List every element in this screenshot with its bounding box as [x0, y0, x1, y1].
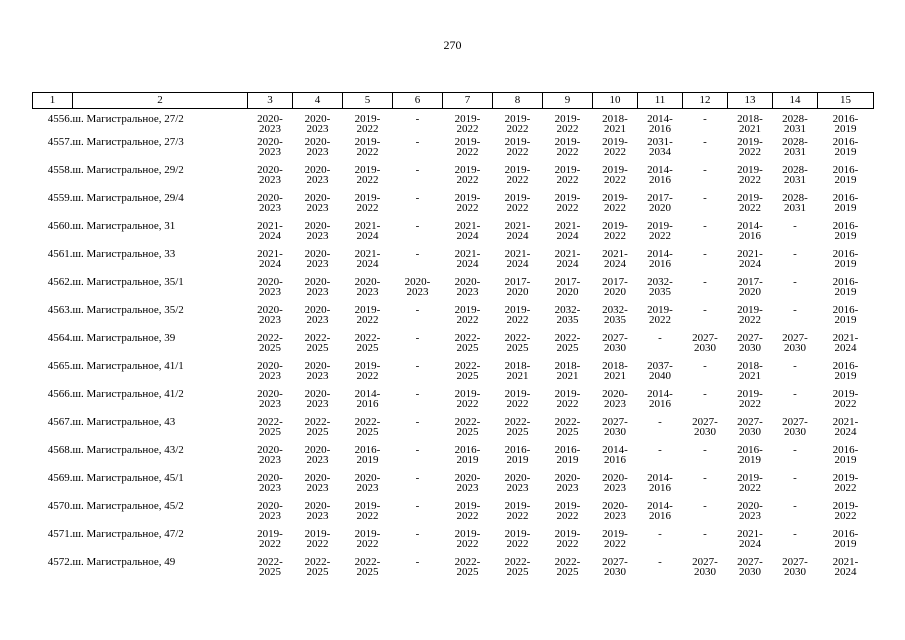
column-header-8: 8	[493, 93, 543, 109]
table-row	[33, 501, 874, 529]
period-cell: 2027- 2030	[737, 415, 763, 438]
table-row	[33, 305, 874, 333]
period-cell: 2014- 2016	[602, 443, 628, 466]
period-cell: 2020- 2023	[404, 275, 431, 298]
period-cell: -	[415, 499, 420, 512]
period-cell: 2022- 2025	[454, 415, 481, 438]
period-cell: 2022- 2025	[454, 555, 481, 578]
period-cell: 2019- 2022	[737, 163, 763, 186]
address-cell: ш. Магистральное, 31	[72, 219, 176, 232]
period-cell: 2014- 2016	[647, 163, 673, 186]
period-cell: 2019- 2022	[504, 303, 531, 326]
period-cell: -	[793, 219, 797, 232]
period-cell: 2016- 2019	[832, 275, 859, 298]
period-cell: 2019- 2022	[504, 499, 531, 522]
address-cell: ш. Магистральное, 39	[72, 331, 176, 344]
period-cell: 2016- 2019	[504, 443, 531, 466]
period-cell: -	[415, 303, 420, 316]
period-cell: 2020- 2023	[454, 275, 481, 298]
address-cell: ш. Магистральное, 27/2	[72, 113, 184, 125]
period-cell: 2020- 2023	[257, 163, 283, 186]
period-cell: 2019- 2022	[354, 499, 381, 522]
period-cell: 2016- 2019	[832, 163, 859, 186]
table-row	[33, 529, 874, 557]
period-cell: 2019- 2022	[454, 163, 481, 186]
table-row	[33, 277, 874, 305]
address-cell: ш. Магистральное, 43/2	[72, 443, 184, 456]
period-cell: 2032- 2035	[602, 303, 628, 326]
table-row	[33, 165, 874, 193]
row-number: 4567.	[47, 415, 73, 428]
table-row	[33, 445, 874, 473]
period-cell: 2021- 2024	[737, 527, 763, 550]
table-row	[33, 389, 874, 417]
period-cell: 2028- 2031	[782, 135, 808, 158]
period-cell: 2016- 2019	[354, 443, 381, 466]
period-cell: 2019- 2022	[737, 303, 763, 326]
period-cell: 2019- 2022	[602, 527, 628, 550]
period-cell: 2022- 2025	[354, 415, 381, 438]
period-cell: 2020- 2023	[602, 471, 628, 494]
column-header-1: 1	[33, 93, 73, 109]
period-cell: 2020- 2023	[602, 499, 628, 522]
period-cell: -	[703, 219, 707, 232]
period-cell: 2021- 2024	[832, 555, 859, 578]
period-cell: 2018- 2021	[602, 359, 628, 382]
period-cell: 2021- 2024	[354, 247, 381, 270]
period-cell: 2017- 2020	[602, 275, 628, 298]
column-header-10: 10	[593, 93, 638, 109]
period-cell: 2020- 2023	[354, 471, 381, 494]
period-cell: 2019- 2022	[832, 471, 859, 494]
table-row	[33, 109, 874, 137]
table-row	[33, 473, 874, 501]
period-cell: -	[793, 275, 797, 288]
period-cell: 2032- 2035	[647, 275, 673, 298]
period-cell: 2016- 2019	[832, 359, 859, 382]
table-row	[33, 221, 874, 249]
period-cell: 2019- 2022	[354, 303, 381, 326]
period-cell: 2019- 2022	[504, 527, 531, 550]
period-cell: -	[793, 443, 797, 456]
period-cell: 2019- 2022	[454, 527, 481, 550]
period-cell: -	[415, 471, 420, 484]
period-cell: 2017- 2020	[647, 191, 673, 214]
column-header-4: 4	[293, 93, 343, 109]
period-cell: 2019- 2022	[354, 191, 381, 214]
period-cell: 2020- 2023	[257, 275, 283, 298]
period-cell: 2019- 2022	[554, 499, 581, 522]
period-cell: 2020- 2023	[257, 387, 283, 410]
period-cell: 2016- 2019	[832, 191, 859, 214]
period-cell: -	[658, 415, 662, 428]
row-number: 4559.	[47, 191, 73, 204]
period-cell: 2019- 2022	[832, 387, 859, 410]
period-cell: 2021- 2024	[454, 247, 481, 270]
address-cell: ш. Магистральное, 29/4	[72, 191, 184, 204]
period-cell: 2019- 2022	[737, 191, 763, 214]
column-header-11: 11	[638, 93, 683, 109]
address-cell: ш. Магистральное, 35/2	[72, 303, 184, 316]
period-cell: 2019- 2022	[504, 113, 531, 135]
period-cell: 2022- 2025	[304, 555, 331, 578]
data-table	[32, 92, 874, 585]
period-cell: 2020- 2023	[304, 191, 331, 214]
period-cell: 2020- 2023	[257, 471, 283, 494]
table-row	[33, 557, 874, 585]
period-cell: 2019- 2022	[832, 499, 859, 522]
period-cell: 2016- 2019	[832, 443, 859, 466]
period-cell: 2018- 2021	[737, 113, 763, 135]
period-cell: -	[793, 359, 797, 372]
row-number: 4561.	[47, 247, 73, 260]
period-cell: 2022- 2025	[304, 331, 331, 354]
period-cell: 2019- 2022	[504, 387, 531, 410]
period-cell: -	[415, 135, 420, 148]
period-cell: 2022- 2025	[354, 555, 381, 578]
period-cell: 2019- 2022	[454, 191, 481, 214]
period-cell: 2021- 2024	[354, 219, 381, 242]
period-cell: 2019- 2022	[454, 113, 481, 135]
period-cell: 2014- 2016	[647, 471, 673, 494]
period-cell: 2019- 2022	[554, 527, 581, 550]
period-cell: 2027- 2030	[692, 415, 718, 438]
column-header-14: 14	[773, 93, 818, 109]
period-cell: 2016- 2019	[832, 113, 859, 135]
period-cell: 2028- 2031	[782, 163, 808, 186]
period-cell: 2020- 2023	[304, 219, 331, 242]
period-cell: 2021- 2024	[602, 247, 628, 270]
page-number: 270	[443, 38, 462, 52]
period-cell: 2022- 2025	[257, 331, 283, 354]
period-cell: 2019- 2022	[554, 387, 581, 410]
period-cell: -	[703, 387, 707, 400]
period-cell: -	[415, 443, 420, 456]
period-cell: 2027- 2030	[602, 415, 628, 438]
period-cell: 2017- 2020	[504, 275, 531, 298]
period-cell: 2022- 2025	[554, 555, 581, 578]
period-cell: -	[415, 331, 420, 344]
period-cell: 2014- 2016	[647, 387, 673, 410]
column-header-7: 7	[443, 93, 493, 109]
row-number: 4572.	[47, 555, 73, 568]
period-cell: 2014- 2016	[647, 247, 673, 270]
table-row	[33, 333, 874, 361]
column-header-5: 5	[343, 93, 393, 109]
row-number: 4560.	[47, 219, 73, 232]
row-number: 4564.	[47, 331, 73, 344]
period-cell: 2021- 2024	[504, 219, 531, 242]
period-cell: 2018- 2021	[504, 359, 531, 382]
period-cell: 2017- 2020	[554, 275, 581, 298]
period-cell: -	[658, 527, 662, 540]
period-cell: 2019- 2022	[454, 303, 481, 326]
period-cell: 2027- 2030	[692, 331, 718, 354]
row-number: 4557.	[47, 135, 73, 148]
period-cell: 2027- 2030	[782, 331, 808, 354]
period-cell: 2016- 2019	[832, 135, 859, 158]
period-cell: 2019- 2022	[354, 527, 381, 550]
address-cell: ш. Магистральное, 29/2	[72, 163, 184, 176]
period-cell: 2019- 2022	[554, 163, 581, 186]
period-cell: 2020- 2023	[257, 443, 283, 466]
period-cell: 2022- 2025	[454, 359, 481, 382]
period-cell: 2019- 2022	[354, 135, 381, 158]
period-cell: -	[415, 191, 420, 204]
column-header-12: 12	[683, 93, 728, 109]
period-cell: 2027- 2030	[782, 415, 808, 438]
period-cell: 2020- 2023	[602, 387, 628, 410]
period-cell: 2020- 2023	[304, 135, 331, 158]
period-cell: -	[793, 387, 797, 400]
period-cell: -	[415, 527, 420, 540]
period-cell: 2020- 2023	[504, 471, 531, 494]
period-cell: 2020- 2023	[304, 387, 331, 410]
column-header-3: 3	[248, 93, 293, 109]
row-number: 4565.	[47, 359, 73, 372]
period-cell: 2019- 2022	[454, 135, 481, 158]
period-cell: 2019- 2022	[257, 527, 283, 550]
period-cell: -	[703, 275, 707, 288]
period-cell: 2016- 2019	[832, 219, 859, 242]
address-cell: ш. Магистральное, 43	[72, 415, 176, 428]
period-cell: 2020- 2023	[304, 443, 331, 466]
period-cell: 2022- 2025	[554, 415, 581, 438]
period-cell: 2020- 2023	[304, 247, 331, 270]
period-cell: 2019- 2022	[354, 359, 381, 382]
period-cell: 2021- 2024	[832, 415, 859, 438]
address-cell: ш. Магистральное, 49	[72, 555, 176, 568]
period-cell: 2018- 2021	[554, 359, 581, 382]
period-cell: 2016- 2019	[454, 443, 481, 466]
period-cell: 2020- 2023	[737, 499, 763, 522]
period-cell: 2020- 2023	[257, 191, 283, 214]
period-cell: 2014- 2016	[647, 113, 673, 135]
address-cell: ш. Магистральное, 45/1	[72, 471, 184, 484]
period-cell: 2019- 2022	[554, 191, 581, 214]
period-cell: 2018- 2021	[602, 113, 628, 135]
period-cell: 2020- 2023	[304, 359, 331, 382]
period-cell: 2021- 2024	[554, 219, 581, 242]
period-cell: -	[703, 359, 707, 372]
period-cell: 2021- 2024	[257, 219, 283, 242]
period-cell: 2031- 2034	[647, 135, 673, 158]
address-cell: ш. Магистральное, 27/3	[72, 135, 184, 148]
address-cell: ш. Магистральное, 45/2	[72, 499, 184, 512]
address-cell: ш. Магистральное, 41/1	[72, 359, 184, 372]
period-cell: -	[415, 219, 420, 232]
period-cell: 2021- 2024	[257, 247, 283, 270]
period-cell: 2037- 2040	[647, 359, 673, 382]
period-cell: 2021- 2024	[504, 247, 531, 270]
period-cell: 2019- 2022	[737, 387, 763, 410]
period-cell: 2016- 2019	[832, 303, 859, 326]
period-cell: -	[703, 443, 707, 456]
period-cell: -	[703, 163, 707, 176]
column-header-2: 2	[73, 93, 248, 109]
column-header-15: 15	[818, 93, 874, 109]
row-number: 4570.	[47, 499, 73, 512]
period-cell: 2021- 2024	[454, 219, 481, 242]
period-cell: 2027- 2030	[602, 331, 628, 354]
address-cell: ш. Магистральное, 47/2	[72, 527, 184, 540]
period-cell: -	[415, 247, 420, 260]
table-row	[33, 361, 874, 389]
period-cell: -	[415, 555, 420, 568]
period-cell: 2019- 2022	[304, 527, 331, 550]
period-cell: 2016- 2019	[832, 247, 859, 270]
period-cell: -	[415, 359, 420, 372]
period-cell: 2020- 2023	[304, 113, 331, 135]
period-cell: 2014- 2016	[354, 387, 381, 410]
period-cell: 2019- 2022	[737, 135, 763, 158]
row-number: 4563.	[47, 303, 73, 316]
period-cell: -	[703, 247, 707, 260]
period-cell: 2016- 2019	[554, 443, 581, 466]
table-header	[33, 93, 874, 109]
period-cell: -	[703, 527, 707, 540]
period-cell: -	[793, 499, 797, 512]
period-cell: 2020- 2023	[257, 113, 283, 135]
period-cell: 2027- 2030	[692, 555, 718, 578]
period-cell: -	[703, 471, 707, 484]
period-cell: 2019- 2022	[602, 163, 628, 186]
period-cell: 2018- 2021	[737, 359, 763, 382]
period-cell: 2022- 2025	[504, 331, 531, 354]
row-number: 4566.	[47, 387, 73, 400]
period-cell: 2022- 2025	[257, 415, 283, 438]
period-cell: 2027- 2030	[737, 555, 763, 578]
period-cell: -	[658, 443, 662, 456]
period-cell: 2019- 2022	[504, 135, 531, 158]
period-cell: 2028- 2031	[782, 113, 808, 135]
period-cell: 2019- 2022	[647, 219, 673, 242]
period-cell: 2021- 2024	[737, 247, 763, 270]
period-cell: 2019- 2022	[737, 471, 763, 494]
column-header-6: 6	[393, 93, 443, 109]
row-number: 4569.	[47, 471, 73, 484]
table-body	[33, 109, 874, 585]
period-cell: 2020- 2023	[304, 303, 331, 326]
period-cell: -	[793, 247, 797, 260]
row-number: 4556.	[47, 113, 73, 125]
header-row	[33, 93, 874, 109]
period-cell: 2019- 2022	[354, 113, 381, 135]
period-cell: -	[415, 113, 420, 125]
row-number: 4562.	[47, 275, 73, 288]
period-cell: -	[793, 471, 797, 484]
period-cell: 2020- 2023	[257, 499, 283, 522]
period-cell: -	[703, 499, 707, 512]
period-cell: 2020- 2023	[554, 471, 581, 494]
period-cell: 2022- 2025	[554, 331, 581, 354]
row-number: 4568.	[47, 443, 73, 456]
period-cell: -	[658, 331, 662, 344]
table-row	[33, 417, 874, 445]
period-cell: 2014- 2016	[737, 219, 763, 242]
period-cell: 2022- 2025	[257, 555, 283, 578]
column-header-9: 9	[543, 93, 593, 109]
row-number: 4558.	[47, 163, 73, 176]
period-cell: 2022- 2025	[454, 331, 481, 354]
period-cell: 2020- 2023	[304, 499, 331, 522]
period-cell: -	[703, 191, 707, 204]
period-cell: -	[703, 303, 707, 316]
period-cell: -	[415, 387, 420, 400]
period-cell: -	[658, 555, 662, 568]
address-cell: ш. Магистральное, 33	[72, 247, 176, 260]
period-cell: 2019- 2022	[354, 163, 381, 186]
period-cell: 2020- 2023	[257, 303, 283, 326]
period-cell: 2020- 2023	[257, 359, 283, 382]
period-cell: 2020- 2023	[354, 275, 381, 298]
period-cell: 2014- 2016	[647, 499, 673, 522]
period-cell: 2019- 2022	[504, 163, 531, 186]
period-cell: 2019- 2022	[454, 387, 481, 410]
period-cell: 2019- 2022	[454, 499, 481, 522]
period-cell: 2019- 2022	[554, 135, 581, 158]
table-row	[33, 249, 874, 277]
period-cell: -	[415, 415, 420, 428]
period-cell: 2021- 2024	[554, 247, 581, 270]
period-cell: 2016- 2019	[737, 443, 763, 466]
table-row	[33, 137, 874, 165]
period-cell: -	[415, 163, 420, 176]
period-cell: 2019- 2022	[602, 191, 628, 214]
period-cell: 2022- 2025	[354, 331, 381, 354]
period-cell: 2019- 2022	[602, 135, 628, 158]
period-cell: 2019- 2022	[647, 303, 673, 326]
period-cell: 2027- 2030	[737, 331, 763, 354]
period-cell: 2028- 2031	[782, 191, 808, 214]
period-cell: -	[793, 303, 797, 316]
period-cell: 2019- 2022	[554, 113, 581, 135]
period-cell: -	[793, 527, 797, 540]
period-cell: 2019- 2022	[504, 191, 531, 214]
period-cell: 2022- 2025	[504, 415, 531, 438]
row-number: 4571.	[47, 527, 73, 540]
period-cell: -	[703, 135, 707, 148]
address-cell: ш. Магистральное, 41/2	[72, 387, 184, 400]
period-cell: -	[703, 113, 707, 125]
period-cell: 2032- 2035	[554, 303, 581, 326]
period-cell: 2021- 2024	[832, 331, 859, 354]
period-cell: 2020- 2023	[304, 471, 331, 494]
period-cell: 2019- 2022	[602, 219, 628, 242]
period-cell: 2027- 2030	[782, 555, 808, 578]
period-cell: 2020- 2023	[257, 135, 283, 158]
period-cell: 2020- 2023	[304, 275, 331, 298]
period-cell: 2022- 2025	[304, 415, 331, 438]
period-cell: 2016- 2019	[832, 527, 859, 550]
period-cell: 2020- 2023	[454, 471, 481, 494]
column-header-13: 13	[728, 93, 773, 109]
table-row	[33, 193, 874, 221]
period-cell: 2020- 2023	[304, 163, 331, 186]
period-cell: 2017- 2020	[737, 275, 763, 298]
period-cell: 2027- 2030	[602, 555, 628, 578]
period-cell: 2022- 2025	[504, 555, 531, 578]
address-cell: ш. Магистральное, 35/1	[72, 275, 184, 288]
